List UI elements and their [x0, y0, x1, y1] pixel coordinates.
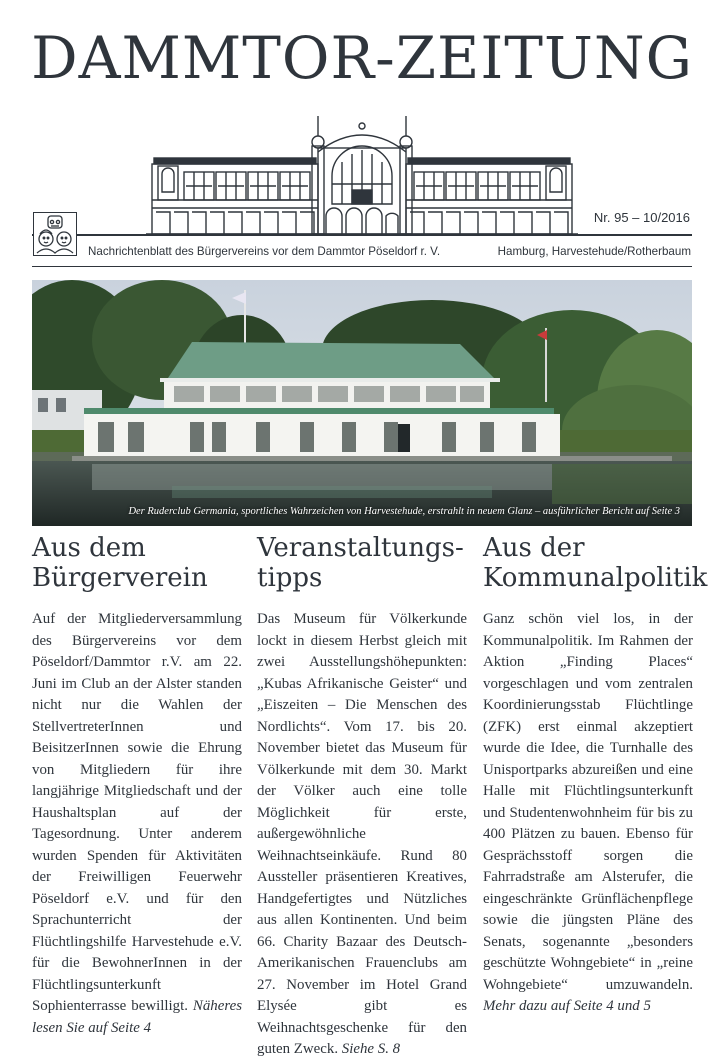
- header-rule-bottom: [32, 266, 692, 267]
- heading-line-1: Veranstaltungs-: [257, 533, 464, 563]
- dammtor-station-line-drawing: [146, 112, 578, 236]
- column-veranstaltungstipps: [257, 533, 467, 1061]
- page-reference: Näheres lesen Sie auf Seite 4: [32, 998, 242, 1036]
- column-body: [483, 609, 693, 1018]
- masthead-title: DAMMTOR-ZEITUNG: [31, 24, 693, 92]
- issue-number: Nr. 95 – 10/2016: [593, 210, 690, 225]
- column-body: [32, 609, 242, 1039]
- column-buergerverein: [32, 533, 242, 1039]
- header-rule-top: [32, 234, 692, 236]
- publication-subtitle: Nachrichtenblatt des Bürgervereins vor dem Dammtor Pöseldorf r. V.: [88, 245, 441, 258]
- heading-line-2: Kommunalpolitik: [483, 563, 708, 593]
- heading-line-2: Bürgerverein: [32, 563, 208, 593]
- cover-photo: [32, 280, 692, 526]
- column-body: [257, 609, 467, 1061]
- heading-line-1: Aus dem: [32, 533, 146, 563]
- column-body-text: Auf der Mitgliederversammlung des Bürgervereins vor dem Pöseldorf/Dammtor r.V. am 22. Juni im Club an der Alster standen nicht nur die Wahlen der StellvertreterInnen und BeisitzerInnen sowie die Ehrung von Mitgliedern für ihre langjährige Mitgliedschaft und der Haushaltsplan auf der Tagesordnung. Unter anderem wurden Spenden für Aktivitäten der Freiwilligen Feuerwehr Pöseldorf e.V. und für den Sprachunterricht der Flüchtlingshilfe Harvestehude e.V. für die BewohnerInnen in der Flüchtlingsunterkunft Sophienterrasse bewilligt.: [32, 611, 242, 1014]
- column-heading: [32, 533, 242, 593]
- photo-caption-text: Der Ruderclub Germania, sportliches Wahrzeichen von Harvestehude, erstrahlt in neuem Glanz – ausführlicher Bericht auf: [128, 506, 650, 517]
- rowing-club-photo: [32, 280, 692, 526]
- heading-line-2: tipps: [257, 563, 323, 593]
- column-body-text: Das Museum für Völkerkunde lockt in diesem Herbst gleich mit zwei Ausstellungshöhepunkten: „Kubas Afrikanische Geister“ und „Eiszeiten – Die Menschen des Nordlichts“. Vom 17. bis 20. November bietet das Museum für Völkerkunde mit dem 30. Markt der Völker auch eine tolle Möglichkeit für erste, außergewöhnliche Weihnachtseinkäufe. Rund 80 Aussteller präsentieren Kreatives, Handgefertigtes und Nützliches aus allen Kontinenten. Und beim 66. Charity Bazaar des Deutsch-Amerikanischen Frauenclubs am 27. November im Hotel Grand Elysée gibt es Weihnachtsgeschenke für den guten Zweck.: [257, 611, 467, 1057]
- three-faces-logo-icon: [33, 212, 77, 256]
- page-reference: Siehe S. 8: [341, 1041, 401, 1057]
- page-reference: Mehr dazu auf Seite 4 und 5: [483, 998, 651, 1014]
- photo-caption-page: Seite 3: [651, 506, 680, 517]
- photo-caption: [32, 506, 680, 517]
- publication-location: Hamburg, Harvestehude/Rotherbaum: [497, 245, 691, 258]
- column-body-text: Ganz schön viel los, in der Kommunalpolitik. Im Rahmen der Aktion „Finding Places“ vorgeschlagen und vom zentralen Koordinierungsstab Flüchtlinge (ZFK) erst einmal akzeptiert wurde die Idee, die Turnhalle des Unisportparks abzureißen und eine Halle mit Flüchtlingsunterkunft und Studentenwohnheim für bis zu 400 Plätzen zu bauen. Ebenso für Gesprächsstoff sorgen die Fahrradstraße am Alsterufer, die eingeschränkte Grünflächenpflege sowie die jüngsten Pläne des Senats, sogenannte „besonders geschützte Wohngebiete“ in „reine Wohngebiete“ umzuwandeln.: [483, 611, 693, 993]
- column-heading: [257, 533, 467, 593]
- heading-line-1: Aus der: [483, 533, 585, 563]
- column-kommunalpolitik: [483, 533, 708, 1018]
- column-heading: [483, 533, 708, 593]
